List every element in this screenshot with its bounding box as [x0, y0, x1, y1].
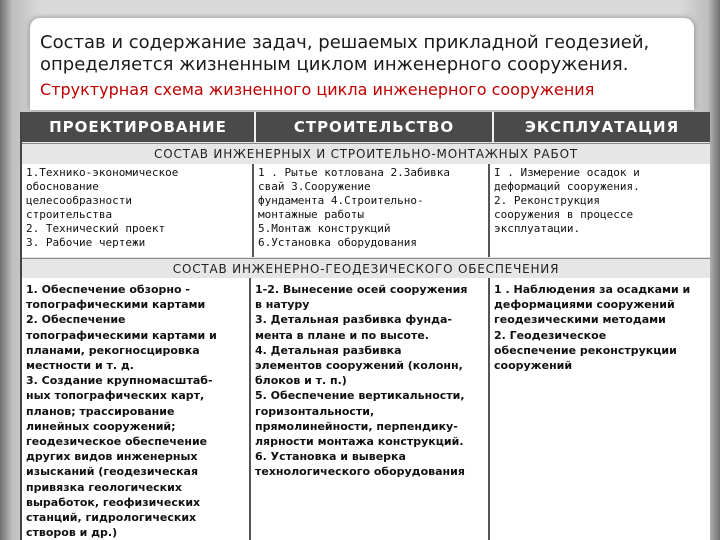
cell-text-line: сооружения в процессе	[494, 208, 634, 221]
geodesy-row	[22, 278, 710, 540]
cell-text-line: створов и др.)	[26, 526, 118, 540]
cell-text-line: лярности монтажа конструкций.	[255, 435, 464, 449]
phase-construction: СТРОИТЕЛЬСТВО	[256, 112, 494, 142]
cell-text-line: 1-2. Вынесение осей сооружения	[255, 283, 468, 296]
cell-text-line: обеспечение реконструкции	[494, 343, 677, 357]
lifecycle-table	[20, 112, 710, 540]
section-title-works: СОСТАВ ИНЖЕНЕРНЫХ И СТРОИТЕЛЬНО-МОНТАЖНЫХ РАБОТ	[22, 143, 710, 166]
cell-text-line: топографическими картами и	[26, 328, 217, 342]
cell-text-line: 3. Создание крупномасштаб-	[26, 374, 213, 388]
cell-text-line: линейных сооружений;	[26, 419, 176, 433]
cell-text-line: эксплуатации.	[494, 222, 581, 235]
cell-text-line: 5.Монтаж конструкций	[258, 222, 391, 235]
title-line: Состав и содержание задач, решаемых прикладной геодезией,	[40, 32, 650, 53]
geodesy-design-cell	[22, 278, 251, 540]
cell-text-line: 2. Обеспечение	[26, 313, 126, 327]
cell-text-line: 1 . Рытье котлована 2.Забивка	[258, 166, 451, 179]
cell-text-line: прямолинейности, перпендику-	[255, 419, 458, 433]
cell-text-line: выработок, геофизических	[26, 495, 201, 509]
cell-text-line: 5. Обеспечение вертикальности,	[255, 389, 465, 403]
cell-text-line: сооружений	[494, 359, 573, 373]
works-design-cell	[22, 164, 254, 257]
cell-text-line: строительства	[26, 208, 113, 221]
works-operation-cell	[490, 164, 710, 257]
cell-text-line: 1. Обеспечение обзорно -	[26, 283, 190, 296]
section-title-geodesy: СОСТАВ ИНЖЕНЕРНО-ГЕОДЕЗИЧЕСКОГО ОБЕСПЕЧЕНИЯ	[22, 258, 710, 281]
cell-text-line: блоков и т. п.)	[255, 374, 347, 388]
cell-text-line: мента в плане и по высоте.	[255, 328, 429, 342]
cell-text-line: местности и т. д.	[26, 359, 134, 373]
cell-text-line: фундамента 4.Строительно-	[258, 194, 424, 207]
cell-text-line: I . Измерение осадок и	[494, 166, 640, 179]
cell-text-line: в натуру	[255, 298, 310, 312]
cell-text-line: элементов сооружений (колонн,	[255, 359, 463, 373]
phase-operation: ЭКСПЛУАТАЦИЯ	[524, 118, 680, 136]
title-line: определяется жизненным циклом инженерного сооружения.	[40, 54, 629, 75]
cell-text-line: 3. Детальная разбивка фунда-	[255, 313, 452, 327]
cell-text-line: 6. Установка и выверка	[255, 450, 406, 464]
cell-text-line: планов; трассирование	[26, 404, 175, 418]
cell-text-line: 6.Установка оборудования	[258, 236, 417, 249]
cell-text-line: 3. Рабочие чертежи	[26, 236, 146, 249]
cell-text-line: ных топографических карт,	[26, 389, 205, 403]
works-row	[22, 164, 710, 257]
cell-text-line: обоснование	[26, 180, 99, 193]
cell-text-line: других видов инженерных	[26, 450, 198, 464]
geodesy-operation-cell	[490, 278, 710, 540]
phase-design: ПРОЕКТИРОВАНИЕ	[22, 112, 256, 142]
cell-text-line: изысканий (геодезическая	[26, 465, 199, 479]
cell-text-line: геодезическое обеспечение	[26, 435, 208, 449]
phase-header-row	[22, 112, 710, 142]
cell-text-line: станций, гидрологических	[26, 511, 197, 525]
slide-subtitle: Структурная схема жизненного цикла инженерного сооружения	[40, 80, 595, 99]
cell-text-line: целесообразности	[26, 194, 132, 207]
cell-text-line: топографическими картами	[26, 298, 206, 312]
works-construction-cell	[254, 164, 490, 257]
cell-text-line: свай 3.Сооружение	[258, 180, 371, 193]
cell-text-line: деформациями сооружений	[494, 298, 675, 312]
cell-text-line: 1 . Наблюдения за осадками и	[494, 283, 691, 296]
slide-title	[40, 32, 680, 76]
cell-text-line: 2. Реконструкция	[494, 194, 600, 207]
cell-text-line: деформаций сооружения.	[494, 180, 640, 193]
cell-text-line: планами, рекогносцировка	[26, 343, 200, 357]
geodesy-construction-cell	[251, 278, 490, 540]
cell-text-line: горизонтальности,	[255, 404, 375, 418]
cell-text-line: 2. Технический проект	[26, 222, 166, 235]
cell-text-line: 2. Геодезическое	[494, 328, 607, 342]
cell-text-line: монтажные работы	[258, 208, 364, 221]
cell-text-line: привязка геологических	[26, 480, 182, 494]
cell-text-line: 1.Технико-экономическое	[26, 166, 179, 179]
cell-text-line: геодезическими методами	[494, 313, 666, 327]
cell-text-line: 4. Детальная разбивка	[255, 343, 402, 357]
cell-text-line: технологического оборудования	[255, 465, 465, 479]
